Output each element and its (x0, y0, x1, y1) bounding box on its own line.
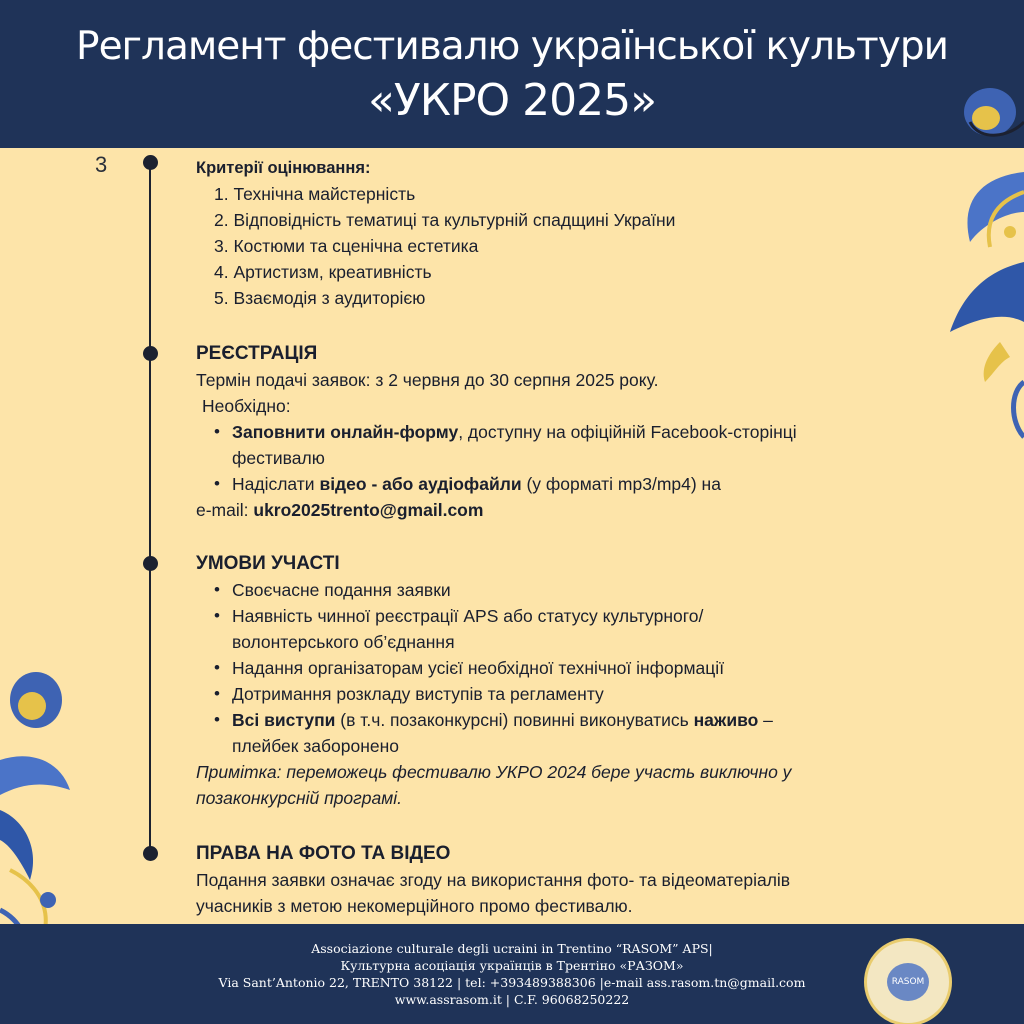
list-item: • Своєчасне подання заявки (212, 577, 791, 603)
list-item (212, 707, 791, 759)
list-item: 3. Костюми та сценічна естетика (214, 236, 479, 256)
conditions-item5-end: – (758, 710, 773, 730)
list-item: 5. Взаємодія з аудиторією (214, 288, 426, 308)
registration-item2-rest: (у форматі mp3/mp4) на (521, 474, 721, 494)
list-item: 2. Відповідність тематиці та культурній спадщині України (214, 210, 676, 230)
registration-heading: РЕЄСТРАЦІЯ (196, 343, 318, 364)
criteria-section (196, 155, 675, 311)
registration-list (212, 419, 797, 497)
conditions-item5-mid: (в т.ч. позаконкурсні) повинні виконуватись (335, 710, 694, 730)
flower-ornament-icon (0, 660, 80, 960)
rights-heading: ПРАВА НА ФОТО ТА ВІДЕО (196, 843, 451, 864)
association-logo (864, 938, 952, 1024)
rights-line2: учасників з метою некомерційного промо фестивалю. (196, 896, 633, 916)
footer-line3: Via Sant’Antonio 22, TRENTO 38122 | tel: +393489388306 |e-mail ass.rasom.tn@gmail.com (218, 975, 806, 990)
rights-section (196, 841, 790, 919)
conditions-item5-line2: плейбек заборонено (232, 736, 400, 756)
conditions-item5-bold2: наживо (693, 710, 759, 730)
timeline-dot-icon (143, 155, 158, 170)
registration-item1-bold: Заповнити онлайн-форму (232, 422, 459, 442)
registration-section (196, 341, 797, 523)
conditions-item2-line1: Наявність чинної реєстрації APS або статусу культурного/ (232, 606, 704, 626)
conditions-item5-bold: Всі виступи (232, 710, 336, 730)
registration-email-line (196, 497, 797, 523)
email-address[interactable]: ukro2025trento@gmail.com (253, 500, 484, 520)
list-item (212, 603, 791, 655)
timeline-dot-icon (143, 346, 158, 361)
registration-item1-cont: фестивалю (232, 448, 325, 468)
criteria-heading: Критерії оцінювання: (196, 159, 371, 177)
conditions-item2-line2: волонтерського об’єднання (232, 632, 455, 652)
criteria-list (214, 181, 675, 311)
footer-line4: www.assrasom.it | C.F. 96068250222 (394, 992, 630, 1007)
timeline-dot-icon (143, 556, 158, 571)
conditions-note-line2: позаконкурсній програмі. (196, 788, 403, 808)
conditions-section (196, 551, 791, 811)
registration-item1-rest: , доступну на офіційній Facebook-сторінці (458, 422, 797, 442)
conditions-list (212, 577, 791, 759)
rights-line1: Подання заявки означає згоду на використання фото- та відеоматеріалів (196, 870, 791, 890)
list-item: 1. Технічна майстерність (214, 184, 416, 204)
timeline-line (149, 162, 151, 852)
header-banner (0, 0, 1024, 148)
page-number: 3 (95, 152, 108, 177)
conditions-heading: УМОВИ УЧАСТІ (196, 553, 340, 574)
registration-item2-pre: Надіслати (232, 474, 320, 494)
list-item (212, 471, 797, 497)
timeline-dot-icon (143, 846, 158, 861)
page-title-line1: Регламент фестивалю української культури (76, 24, 948, 69)
footer-line1: Associazione culturale degli ucraini in Trentino “RASOM” APS| (311, 941, 713, 956)
logo-text: RASOM (887, 963, 929, 1001)
list-item: • Дотримання розкладу виступів та регламенту (212, 681, 791, 707)
list-item: 4. Артистизм, креативність (214, 262, 432, 282)
conditions-note-line1: Примітка: переможець фестивалю УКРО 2024 бере участь виключно у (196, 762, 792, 782)
page-title-line2: «УКРО 2025» (367, 75, 657, 126)
flower-ornament-icon (940, 82, 1024, 442)
registration-needed: Необхідно: (202, 396, 291, 416)
email-label: e-mail: (196, 500, 254, 520)
registration-deadline: Термін подачі заявок: з 2 червня до 30 серпня 2025 року. (196, 370, 659, 390)
list-item (212, 419, 797, 471)
footer-line2: Культурна асоціація українців в Трентіно «РАЗОМ» (340, 958, 684, 973)
registration-item2-bold: відео - або аудіофайли (319, 474, 522, 494)
list-item: • Надання організаторам усієї необхідної технічної інформації (212, 655, 791, 681)
